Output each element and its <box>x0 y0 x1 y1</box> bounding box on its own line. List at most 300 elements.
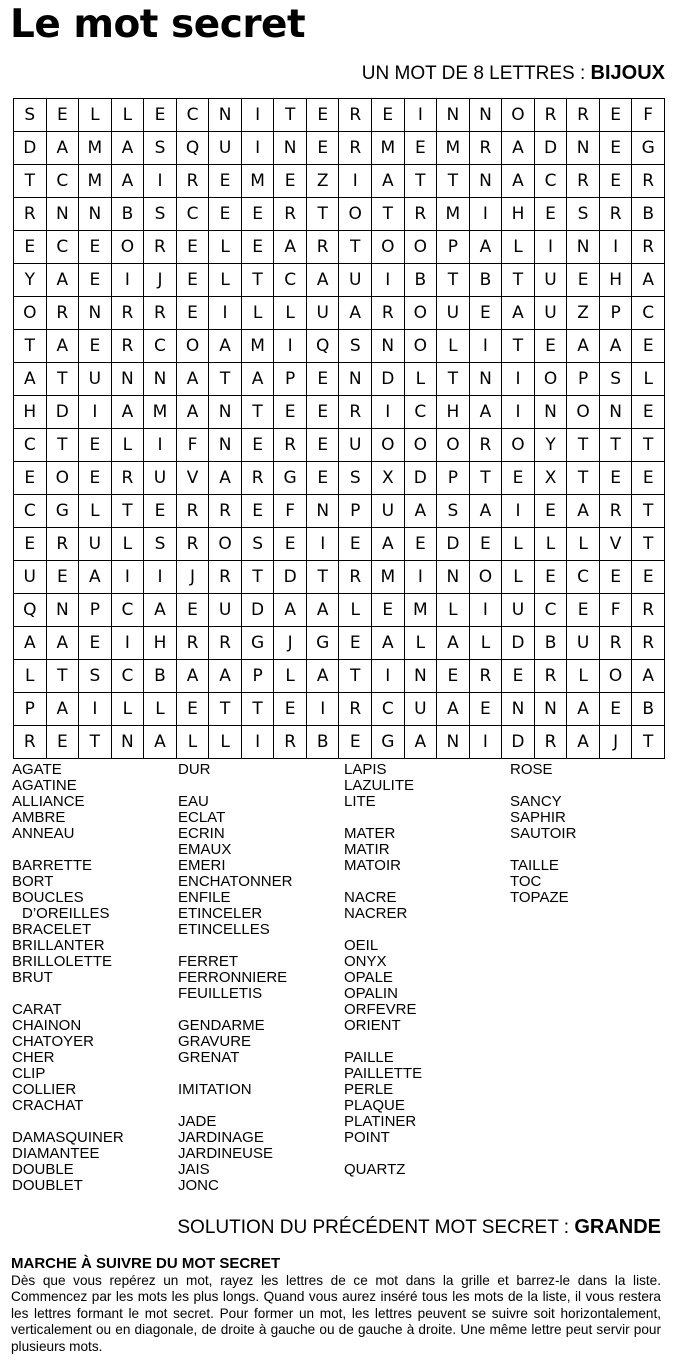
word-list-item[interactable]: COLLIER <box>12 1081 77 1098</box>
word-list-item[interactable]: LAPIS <box>344 761 387 778</box>
grid-cell[interactable]: D <box>502 627 535 660</box>
word-list-item[interactable]: PAILLETTE <box>344 1065 423 1082</box>
grid-cell[interactable]: N <box>567 231 600 264</box>
grid-cell[interactable]: N <box>339 363 372 396</box>
grid-cell[interactable]: E <box>306 462 339 495</box>
grid-cell[interactable]: T <box>111 495 144 528</box>
grid-cell[interactable]: S <box>599 363 632 396</box>
grid-cell[interactable]: E <box>469 528 502 561</box>
word-list-item[interactable]: OPALE <box>344 969 393 986</box>
grid-cell[interactable]: I <box>372 396 405 429</box>
word-list-item[interactable]: ORFEVRE <box>344 1001 417 1018</box>
grid-cell[interactable]: N <box>502 693 535 726</box>
grid-cell[interactable]: D <box>274 561 307 594</box>
grid-cell[interactable]: T <box>502 330 535 363</box>
grid-cell[interactable]: N <box>274 132 307 165</box>
grid-cell[interactable]: E <box>241 429 274 462</box>
grid-cell[interactable]: Y <box>534 429 567 462</box>
grid-cell[interactable]: A <box>111 132 144 165</box>
grid-cell[interactable]: T <box>632 495 665 528</box>
grid-cell[interactable]: L <box>534 528 567 561</box>
grid-cell[interactable]: R <box>209 561 242 594</box>
grid-cell[interactable]: R <box>404 198 437 231</box>
grid-cell[interactable]: L <box>274 297 307 330</box>
grid-cell[interactable]: A <box>372 528 405 561</box>
grid-cell[interactable]: R <box>469 132 502 165</box>
word-list-item[interactable]: JAIS <box>178 1161 210 1178</box>
grid-cell[interactable]: L <box>404 363 437 396</box>
grid-cell[interactable]: E <box>176 693 209 726</box>
grid-cell[interactable]: N <box>469 165 502 198</box>
grid-cell[interactable]: E <box>632 396 665 429</box>
grid-cell[interactable]: A <box>372 627 405 660</box>
grid-cell[interactable]: R <box>274 198 307 231</box>
grid-cell[interactable]: U <box>534 264 567 297</box>
grid-cell[interactable]: E <box>14 462 47 495</box>
grid-cell[interactable]: E <box>404 528 437 561</box>
grid-cell[interactable]: D <box>437 528 470 561</box>
grid-cell[interactable]: A <box>306 264 339 297</box>
grid-cell[interactable]: E <box>599 99 632 132</box>
grid-cell[interactable]: I <box>111 561 144 594</box>
word-list-item[interactable]: IMITATION <box>178 1081 252 1098</box>
grid-cell[interactable]: E <box>339 627 372 660</box>
word-list-item[interactable]: CHAINON <box>12 1017 82 1034</box>
grid-cell[interactable]: L <box>437 594 470 627</box>
grid-cell[interactable]: R <box>632 165 665 198</box>
grid-cell[interactable]: U <box>372 495 405 528</box>
grid-cell[interactable]: E <box>534 561 567 594</box>
grid-cell[interactable]: E <box>274 165 307 198</box>
word-list-item[interactable]: ONYX <box>344 953 387 970</box>
grid-cell[interactable]: R <box>567 165 600 198</box>
word-list-item[interactable]: BRACELET <box>12 921 92 938</box>
grid-cell[interactable]: N <box>469 363 502 396</box>
grid-cell[interactable]: R <box>534 99 567 132</box>
word-list-item[interactable]: FERRET <box>178 953 238 970</box>
grid-cell[interactable]: R <box>534 660 567 693</box>
grid-cell[interactable]: T <box>372 198 405 231</box>
grid-cell[interactable]: L <box>502 528 535 561</box>
grid-cell[interactable]: E <box>79 627 112 660</box>
grid-cell[interactable]: I <box>79 396 112 429</box>
grid-cell[interactable]: N <box>144 363 177 396</box>
grid-cell[interactable]: R <box>274 726 307 759</box>
grid-cell[interactable]: I <box>469 726 502 759</box>
grid-cell[interactable]: R <box>339 561 372 594</box>
grid-cell[interactable]: L <box>274 660 307 693</box>
grid-cell[interactable]: B <box>632 693 665 726</box>
grid-cell[interactable]: U <box>339 264 372 297</box>
grid-cell[interactable]: E <box>241 198 274 231</box>
word-list-item[interactable]: ALLIANCE <box>12 793 85 810</box>
grid-cell[interactable]: T <box>209 363 242 396</box>
grid-cell[interactable]: F <box>599 594 632 627</box>
grid-cell[interactable]: Z <box>306 165 339 198</box>
word-list-item[interactable]: MATER <box>344 825 396 842</box>
word-list-item[interactable]: ENFILE <box>178 889 231 906</box>
word-list-item[interactable]: BARRETTE <box>12 857 93 874</box>
grid-cell[interactable]: O <box>502 99 535 132</box>
grid-cell[interactable]: A <box>632 660 665 693</box>
grid-cell[interactable]: B <box>534 627 567 660</box>
grid-cell[interactable]: R <box>339 396 372 429</box>
word-list-item[interactable]: DAMASQUINER <box>12 1129 124 1146</box>
grid-cell[interactable]: C <box>46 231 79 264</box>
grid-cell[interactable]: O <box>111 231 144 264</box>
grid-cell[interactable]: E <box>274 693 307 726</box>
word-list-item[interactable]: ECLAT <box>178 809 226 826</box>
grid-cell[interactable]: L <box>404 627 437 660</box>
grid-cell[interactable]: A <box>209 330 242 363</box>
grid-cell[interactable]: E <box>437 660 470 693</box>
grid-cell[interactable]: P <box>339 495 372 528</box>
word-list-item[interactable]: CLIP <box>12 1065 46 1082</box>
word-list-item[interactable]: PLAQUE <box>344 1097 405 1114</box>
grid-cell[interactable]: M <box>404 594 437 627</box>
grid-cell[interactable]: R <box>372 297 405 330</box>
grid-cell[interactable]: A <box>46 330 79 363</box>
grid-cell[interactable]: A <box>437 693 470 726</box>
word-list-item[interactable]: JONC <box>178 1177 219 1194</box>
grid-cell[interactable]: E <box>372 594 405 627</box>
grid-cell[interactable]: U <box>502 594 535 627</box>
grid-cell[interactable]: R <box>534 726 567 759</box>
word-list-item[interactable]: AGATINE <box>12 777 77 794</box>
grid-cell[interactable]: N <box>437 99 470 132</box>
grid-cell[interactable]: M <box>372 561 405 594</box>
grid-cell[interactable]: R <box>599 627 632 660</box>
grid-cell[interactable]: D <box>502 726 535 759</box>
grid-cell[interactable]: G <box>241 627 274 660</box>
grid-cell[interactable]: L <box>241 297 274 330</box>
grid-cell[interactable]: T <box>339 660 372 693</box>
grid-cell[interactable]: N <box>111 726 144 759</box>
grid-cell[interactable]: E <box>306 396 339 429</box>
grid-cell[interactable]: I <box>111 264 144 297</box>
grid-cell[interactable]: E <box>632 561 665 594</box>
grid-cell[interactable]: A <box>567 330 600 363</box>
grid-cell[interactable]: N <box>469 99 502 132</box>
grid-cell[interactable]: B <box>469 264 502 297</box>
grid-cell[interactable]: M <box>437 132 470 165</box>
grid-cell[interactable]: T <box>46 363 79 396</box>
grid-cell[interactable]: I <box>469 330 502 363</box>
grid-cell[interactable]: P <box>437 462 470 495</box>
grid-cell[interactable]: B <box>144 660 177 693</box>
grid-cell[interactable]: S <box>339 462 372 495</box>
grid-cell[interactable]: A <box>144 594 177 627</box>
grid-cell[interactable]: I <box>144 561 177 594</box>
grid-cell[interactable]: E <box>599 693 632 726</box>
grid-cell[interactable]: U <box>14 561 47 594</box>
grid-cell[interactable]: I <box>241 726 274 759</box>
grid-cell[interactable]: I <box>79 693 112 726</box>
grid-cell[interactable]: R <box>567 99 600 132</box>
grid-cell[interactable]: T <box>14 165 47 198</box>
grid-cell[interactable]: N <box>437 726 470 759</box>
word-list-item[interactable]: PLATINER <box>344 1113 417 1130</box>
grid-cell[interactable]: H <box>502 198 535 231</box>
grid-cell[interactable]: T <box>274 99 307 132</box>
grid-cell[interactable]: E <box>274 396 307 429</box>
grid-cell[interactable]: T <box>339 231 372 264</box>
grid-cell[interactable]: O <box>404 231 437 264</box>
grid-cell[interactable]: E <box>567 594 600 627</box>
grid-cell[interactable]: I <box>111 627 144 660</box>
grid-cell[interactable]: U <box>437 297 470 330</box>
grid-cell[interactable]: O <box>534 363 567 396</box>
grid-cell[interactable]: L <box>502 561 535 594</box>
grid-cell[interactable]: E <box>79 429 112 462</box>
grid-cell[interactable]: I <box>372 660 405 693</box>
grid-cell[interactable]: I <box>241 99 274 132</box>
grid-cell[interactable]: C <box>404 396 437 429</box>
word-list-item[interactable]: BRILLANTER <box>12 937 105 954</box>
grid-cell[interactable]: A <box>469 231 502 264</box>
grid-cell[interactable]: R <box>46 528 79 561</box>
grid-cell[interactable]: E <box>534 198 567 231</box>
grid-cell[interactable]: O <box>404 297 437 330</box>
word-list-item[interactable]: OEIL <box>344 937 379 954</box>
grid-cell[interactable]: A <box>176 396 209 429</box>
grid-cell[interactable]: A <box>404 726 437 759</box>
grid-cell[interactable]: E <box>632 462 665 495</box>
grid-cell[interactable]: N <box>372 330 405 363</box>
grid-cell[interactable]: T <box>306 561 339 594</box>
grid-cell[interactable]: C <box>632 297 665 330</box>
grid-cell[interactable]: A <box>46 264 79 297</box>
word-list-item[interactable]: JARDINEUSE <box>178 1145 274 1162</box>
grid-cell[interactable]: N <box>79 198 112 231</box>
grid-cell[interactable]: O <box>469 561 502 594</box>
grid-cell[interactable]: T <box>437 165 470 198</box>
grid-cell[interactable]: G <box>274 462 307 495</box>
grid-cell[interactable]: J <box>274 627 307 660</box>
grid-cell[interactable]: G <box>632 132 665 165</box>
grid-cell[interactable]: A <box>632 264 665 297</box>
grid-cell[interactable]: A <box>209 462 242 495</box>
word-list-item[interactable]: NACRE <box>344 889 397 906</box>
word-list-item[interactable]: ANNEAU <box>12 825 75 842</box>
grid-cell[interactable]: E <box>14 528 47 561</box>
grid-cell[interactable]: R <box>632 594 665 627</box>
grid-cell[interactable]: L <box>339 594 372 627</box>
grid-cell[interactable]: A <box>372 165 405 198</box>
grid-cell[interactable]: F <box>274 495 307 528</box>
grid-cell[interactable]: O <box>339 198 372 231</box>
grid-cell[interactable]: T <box>46 429 79 462</box>
grid-cell[interactable]: R <box>339 693 372 726</box>
grid-cell[interactable]: E <box>209 165 242 198</box>
grid-cell[interactable]: A <box>46 132 79 165</box>
grid-cell[interactable]: T <box>567 462 600 495</box>
grid-cell[interactable]: P <box>79 594 112 627</box>
word-list-item[interactable]: CRACHAT <box>12 1097 84 1114</box>
grid-cell[interactable]: R <box>176 528 209 561</box>
grid-cell[interactable]: E <box>306 429 339 462</box>
grid-cell[interactable]: P <box>599 297 632 330</box>
grid-cell[interactable]: R <box>209 627 242 660</box>
word-list-item[interactable]: PAILLE <box>344 1049 394 1066</box>
grid-cell[interactable]: I <box>144 165 177 198</box>
word-list-item[interactable]: MATIR <box>344 841 390 858</box>
grid-cell[interactable]: I <box>241 132 274 165</box>
word-list-item[interactable]: BRUT <box>12 969 53 986</box>
grid-cell[interactable]: L <box>632 363 665 396</box>
grid-cell[interactable]: T <box>241 264 274 297</box>
grid-cell[interactable]: A <box>111 396 144 429</box>
grid-cell[interactable]: A <box>79 561 112 594</box>
grid-cell[interactable]: E <box>469 693 502 726</box>
grid-cell[interactable]: A <box>14 627 47 660</box>
word-list-item[interactable]: CHER <box>12 1049 55 1066</box>
word-list-item[interactable]: FERRONNIERE <box>178 969 288 986</box>
grid-cell[interactable]: H <box>437 396 470 429</box>
word-list-item[interactable]: CARAT <box>12 1001 62 1018</box>
grid-cell[interactable]: Q <box>14 594 47 627</box>
grid-cell[interactable]: N <box>79 297 112 330</box>
grid-cell[interactable]: J <box>144 264 177 297</box>
grid-cell[interactable]: D <box>404 462 437 495</box>
grid-cell[interactable]: O <box>502 429 535 462</box>
word-list-item[interactable]: TAILLE <box>510 857 559 874</box>
word-list-item[interactable]: GRENAT <box>178 1049 240 1066</box>
grid-cell[interactable]: C <box>567 561 600 594</box>
grid-cell[interactable]: A <box>469 396 502 429</box>
grid-cell[interactable]: Y <box>14 264 47 297</box>
grid-cell[interactable]: I <box>306 693 339 726</box>
grid-cell[interactable]: B <box>404 264 437 297</box>
word-list-item[interactable]: CHATOYER <box>12 1033 94 1050</box>
grid-cell[interactable]: R <box>46 297 79 330</box>
grid-cell[interactable]: S <box>144 132 177 165</box>
word-list-item[interactable]: DIAMANTEE <box>12 1145 100 1162</box>
grid-cell[interactable]: N <box>111 363 144 396</box>
grid-cell[interactable]: T <box>306 198 339 231</box>
grid-cell[interactable]: I <box>599 231 632 264</box>
grid-cell[interactable]: R <box>241 462 274 495</box>
word-list-item[interactable]: D’OREILLES <box>22 905 110 922</box>
grid-cell[interactable]: C <box>534 594 567 627</box>
grid-cell[interactable]: I <box>274 330 307 363</box>
grid-cell[interactable]: L <box>111 528 144 561</box>
grid-cell[interactable]: M <box>144 396 177 429</box>
grid-cell[interactable]: F <box>632 99 665 132</box>
grid-cell[interactable]: D <box>46 396 79 429</box>
grid-cell[interactable]: E <box>632 330 665 363</box>
grid-cell[interactable]: L <box>79 495 112 528</box>
word-list-item[interactable]: BRILLOLETTE <box>12 953 113 970</box>
grid-cell[interactable]: T <box>632 528 665 561</box>
grid-cell[interactable]: T <box>502 264 535 297</box>
grid-cell[interactable]: I <box>469 594 502 627</box>
word-list-item[interactable]: EMAUX <box>178 841 232 858</box>
grid-cell[interactable]: E <box>46 726 79 759</box>
grid-cell[interactable]: E <box>404 132 437 165</box>
grid-cell[interactable]: E <box>306 363 339 396</box>
grid-cell[interactable]: N <box>209 396 242 429</box>
grid-cell[interactable]: L <box>209 231 242 264</box>
grid-cell[interactable]: E <box>144 495 177 528</box>
word-list-item[interactable]: DOUBLE <box>12 1161 74 1178</box>
grid-cell[interactable]: L <box>176 726 209 759</box>
grid-cell[interactable]: T <box>437 264 470 297</box>
word-list-item[interactable]: SAPHIR <box>510 809 566 826</box>
grid-cell[interactable]: O <box>209 528 242 561</box>
grid-cell[interactable]: E <box>502 660 535 693</box>
grid-cell[interactable]: S <box>567 198 600 231</box>
grid-cell[interactable]: E <box>79 462 112 495</box>
grid-cell[interactable]: I <box>209 297 242 330</box>
grid-cell[interactable]: N <box>599 396 632 429</box>
grid-cell[interactable]: L <box>567 528 600 561</box>
grid-cell[interactable]: N <box>46 594 79 627</box>
grid-cell[interactable]: H <box>144 627 177 660</box>
grid-cell[interactable]: E <box>144 99 177 132</box>
grid-cell[interactable]: T <box>241 561 274 594</box>
word-list-item[interactable]: FEUILLETIS <box>178 985 263 1002</box>
grid-cell[interactable]: T <box>567 429 600 462</box>
word-list-item[interactable]: JARDINAGE <box>178 1129 264 1146</box>
grid-cell[interactable]: L <box>79 99 112 132</box>
grid-cell[interactable]: A <box>274 231 307 264</box>
grid-cell[interactable]: R <box>209 495 242 528</box>
grid-cell[interactable]: D <box>14 132 47 165</box>
grid-cell[interactable]: R <box>306 231 339 264</box>
grid-cell[interactable]: O <box>176 330 209 363</box>
grid-cell[interactable]: X <box>372 462 405 495</box>
grid-cell[interactable]: T <box>469 462 502 495</box>
grid-cell[interactable]: S <box>241 528 274 561</box>
grid-cell[interactable]: A <box>111 165 144 198</box>
word-list-item[interactable]: PERLE <box>344 1081 394 1098</box>
grid-cell[interactable]: Q <box>176 132 209 165</box>
grid-cell[interactable]: T <box>79 726 112 759</box>
grid-cell[interactable]: A <box>567 495 600 528</box>
grid-cell[interactable]: I <box>306 528 339 561</box>
grid-cell[interactable]: J <box>599 726 632 759</box>
grid-cell[interactable]: A <box>176 660 209 693</box>
grid-cell[interactable]: L <box>209 264 242 297</box>
grid-cell[interactable]: E <box>241 231 274 264</box>
grid-cell[interactable]: I <box>502 495 535 528</box>
grid-cell[interactable]: O <box>372 429 405 462</box>
grid-cell[interactable]: C <box>372 693 405 726</box>
grid-cell[interactable]: B <box>111 198 144 231</box>
grid-cell[interactable]: R <box>176 165 209 198</box>
grid-cell[interactable]: A <box>599 330 632 363</box>
word-list-item[interactable]: EMERI <box>178 857 226 874</box>
grid-cell[interactable]: S <box>437 495 470 528</box>
grid-cell[interactable]: L <box>111 429 144 462</box>
grid-cell[interactable]: E <box>241 495 274 528</box>
grid-cell[interactable]: E <box>46 561 79 594</box>
word-list-item[interactable]: ECRIN <box>178 825 225 842</box>
grid-cell[interactable]: N <box>567 132 600 165</box>
word-list-item[interactable]: TOC <box>510 873 542 890</box>
grid-cell[interactable]: T <box>46 660 79 693</box>
grid-cell[interactable]: R <box>274 429 307 462</box>
grid-cell[interactable]: H <box>599 264 632 297</box>
grid-cell[interactable]: G <box>46 495 79 528</box>
grid-cell[interactable]: U <box>209 132 242 165</box>
grid-cell[interactable]: Z <box>567 297 600 330</box>
grid-cell[interactable]: L <box>437 330 470 363</box>
grid-cell[interactable]: A <box>241 363 274 396</box>
grid-cell[interactable]: M <box>372 132 405 165</box>
grid-cell[interactable]: A <box>46 693 79 726</box>
